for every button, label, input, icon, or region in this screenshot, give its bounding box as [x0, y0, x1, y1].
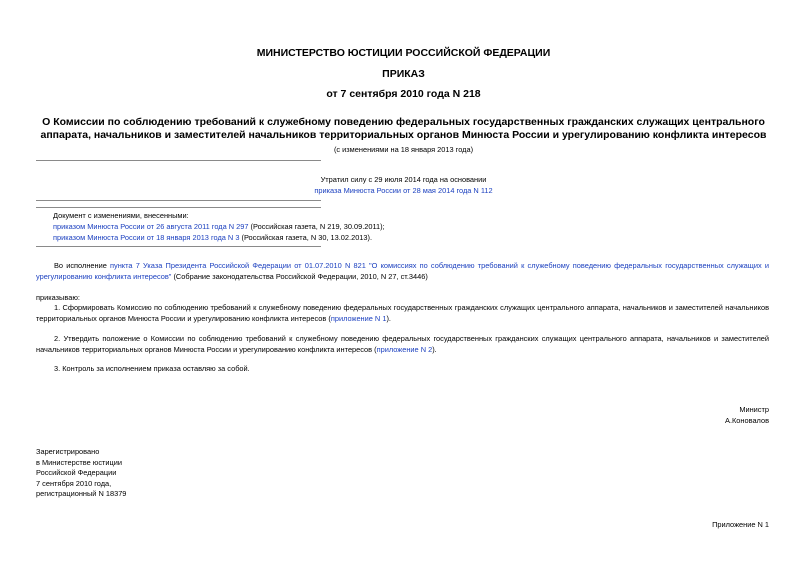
intro-paragraph — [36, 261, 769, 282]
paragraph-1 — [36, 303, 769, 324]
appendix-1-link[interactable]: приложение N 1 — [330, 313, 387, 323]
ministry-heading: МИНИСТЕРСТВО ЮСТИЦИИ РОССИЙСКОЙ ФЕДЕРАЦИИ — [256, 47, 551, 59]
intro-prefix: Во исполнение — [54, 261, 111, 270]
amendment-link-2[interactable]: приказом Минюста России от 18 января 2013 года N 3 — [53, 233, 240, 242]
divider-rule — [36, 207, 321, 208]
registration-line: 7 сентября 2010 года, — [36, 478, 112, 488]
registration-line: Российской Федерации — [36, 468, 117, 477]
divider-rule — [36, 246, 321, 247]
doc-title: О Комиссии по соблюдению требований к служебному поведению федеральных государственных гражданских служащих центрального аппарата, начальников и заместителей начальников территориальных органов Минюста России и урегулированию конфликта интересов — [40, 116, 767, 141]
paragraph-2-text: 2. Утвердить положение о Комиссии по соблюдению требований к служебному поведению федеральных государственных гражданских служащих центрального аппарата, начальников и заместителей начальников территориальных органов Минюста России и урегулированию конфликта интересов ( — [36, 334, 769, 354]
changes-item — [53, 222, 385, 233]
registration-line: регистрационный N 18379 — [36, 489, 127, 498]
paragraph-3: 3. Контроль за исполнением приказа оставляю за собой. — [54, 364, 250, 373]
appendix-label: Приложение N 1 — [712, 520, 769, 529]
paragraph-2-end: ). — [432, 344, 437, 354]
decree-link[interactable]: пункта 7 Указа Президента Российской Федерации от 01.07.2010 N 821 "О комиссиях по соблюдению требований к служебному поведению федеральных государственных служащих и урегулированию конфликта интересов" — [36, 261, 769, 281]
doc-type-heading: ПРИКАЗ — [382, 68, 425, 80]
lost-force-link[interactable]: приказа Минюста России от 28 мая 2014 года N 112 — [314, 186, 493, 195]
paragraph-1-text: 1. Сформировать Комиссию по соблюдению требований к служебному поведению федеральных государственных гражданских служащих центрального аппарата, начальников и заместителей начальников территориальных органов Минюста России и урегулированию конфликта интересов ( — [36, 303, 769, 323]
amendment-link-1[interactable]: приказом Минюста России от 26 августа 2011 года N 297 — [53, 222, 249, 231]
amendment-source-1: (Российская газета, N 219, 30.09.2011); — [248, 222, 385, 231]
divider-rule — [36, 160, 321, 161]
intro-suffix: (Собрание законодательства Российской Федерации, 2010, N 27, ст.3446) — [171, 271, 428, 281]
registration-block — [36, 447, 126, 500]
registration-line: Зарегистрировано — [36, 447, 100, 456]
changes-heading: Документ с изменениями, внесенными: — [53, 211, 189, 220]
registration-line: в Министерстве юстиции — [36, 457, 123, 467]
amendment-source-2: (Российская газета, N 30, 13.02.2013). — [239, 233, 373, 242]
signatory-name: А.Коновалов — [725, 416, 769, 425]
doc-date-number: от 7 сентября 2010 года N 218 — [326, 88, 481, 100]
lost-force-text: Утратил силу с 29 июля 2014 года на основании — [320, 175, 487, 184]
amended-note: (с изменениями на 18 января 2013 года) — [333, 145, 474, 154]
changes-item — [53, 233, 372, 244]
order-word: приказываю: — [36, 293, 80, 302]
paragraph-1-end: ). — [386, 313, 391, 323]
signatory-position: Министр — [739, 405, 769, 414]
appendix-2-link[interactable]: приложение N 2 — [376, 344, 433, 354]
paragraph-2 — [36, 334, 769, 355]
divider-rule — [36, 200, 321, 201]
